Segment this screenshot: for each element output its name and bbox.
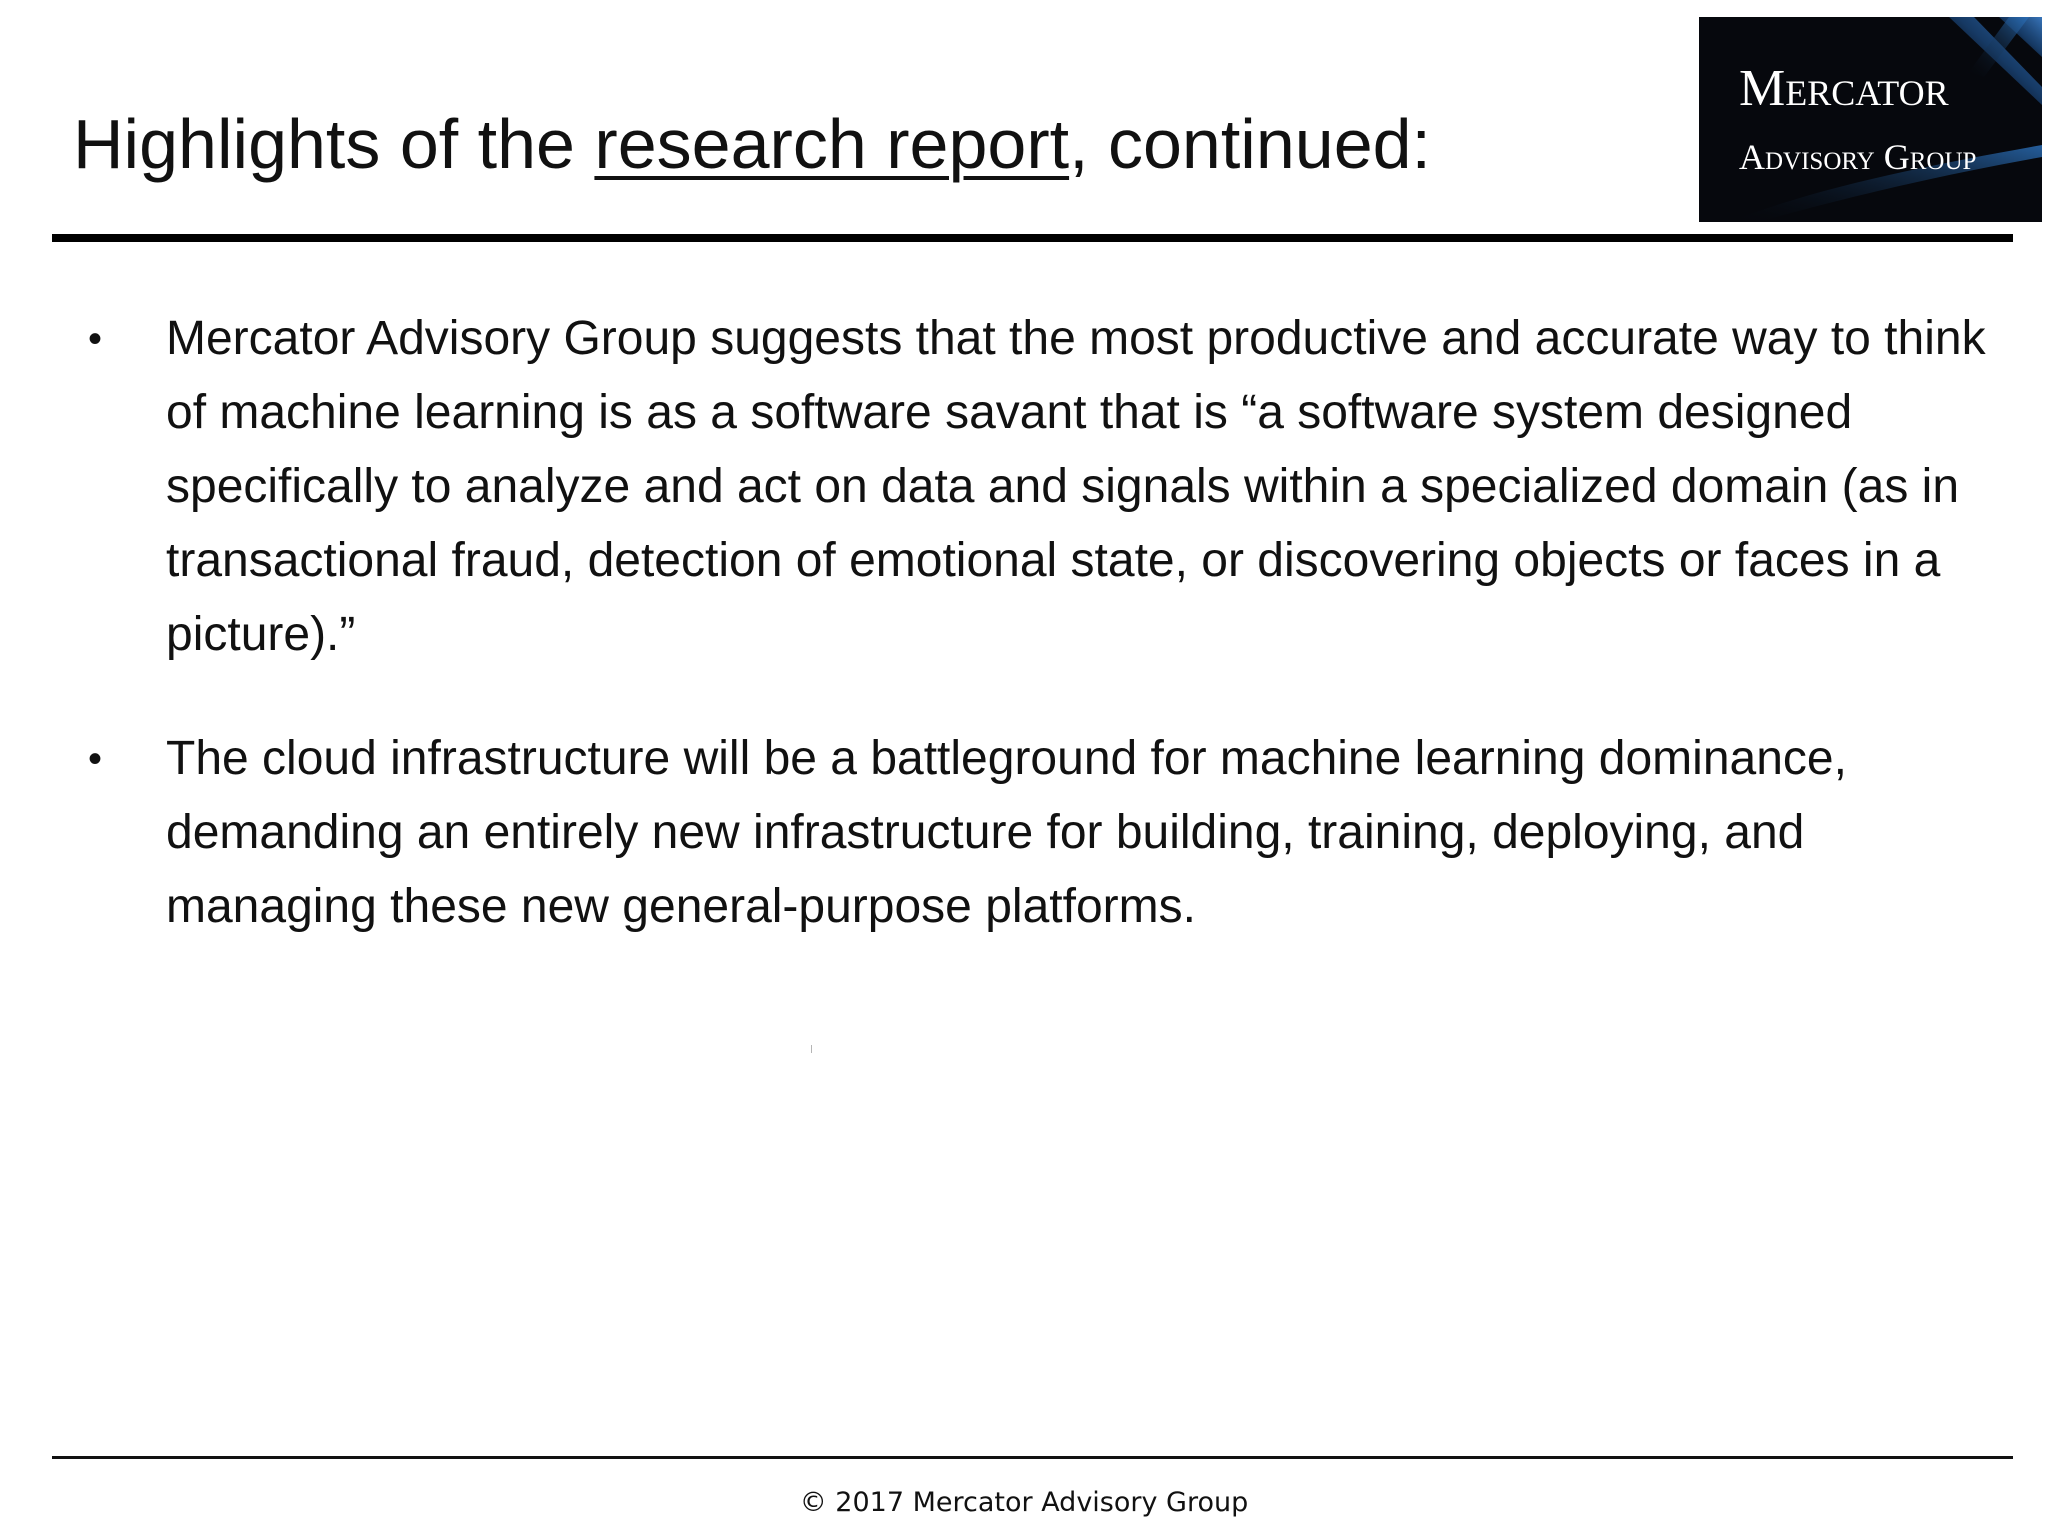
footer-divider [52,1456,2013,1459]
title-divider [52,234,2013,242]
title-prefix: Highlights of the [73,105,595,183]
slide-title [73,96,1431,192]
mercator-logo [1699,17,2042,222]
logo-swoosh-graphic [1699,17,2042,222]
research-report-link[interactable]: research report [594,105,1070,183]
bullet-icon: • [88,317,103,361]
title-suffix: , continued: [1069,105,1432,183]
bullet-icon: • [88,737,103,781]
logo-subtitle: Advisory Group [1739,137,1977,177]
footer-copyright: © 2017 Mercator Advisory Group [799,1487,1249,1518]
logo-name: Mercator [1739,60,1949,117]
bullet-item-machine-learning [0,302,2048,672]
bullet-item-cloud-infrastructure [0,722,2048,944]
bullet-text: Mercator Advisory Group suggests that the most productive and accurate way to think of machine learning is as a software savant that is “a software system designed specifically to analyze and act on data and signals within a specialized domain (as in transactional fraud, detection of emotional state, or discovering objects or faces in a picture).” [166,312,1986,661]
stray-mark [811,1045,812,1053]
bullet-text: The cloud infrastructure will be a battleground for machine learning dominance, demanding an entirely new infrastructure for building, training, deploying, and managing these new general-purpose platforms. [166,732,1847,933]
bullet-list [0,302,2048,994]
